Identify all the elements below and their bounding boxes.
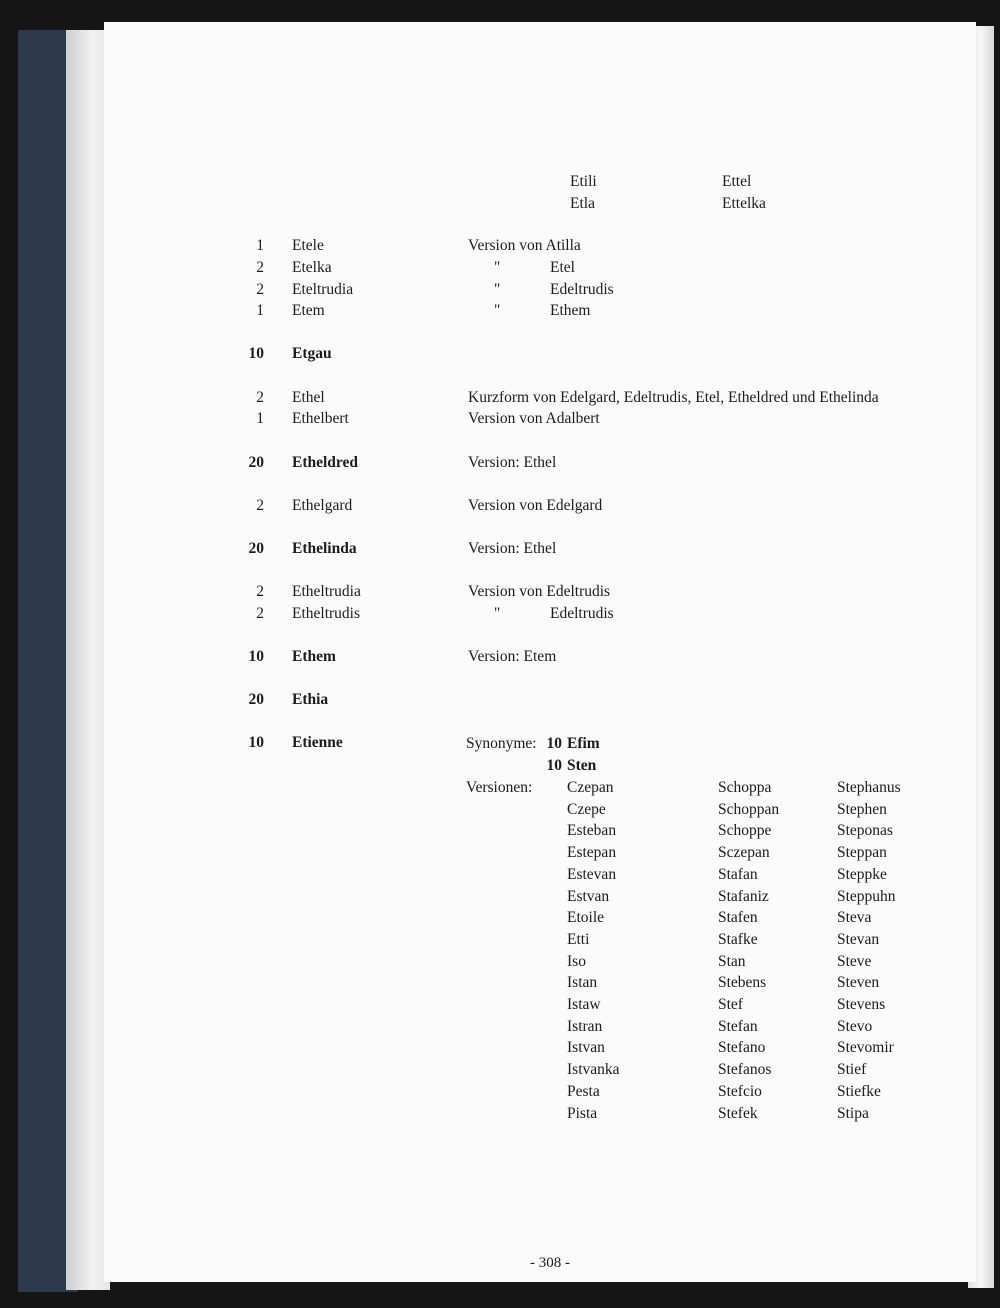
entry-score: 2: [256, 389, 264, 406]
entry-description: Version: Ethel: [468, 540, 557, 557]
version-name: Stief: [837, 1061, 867, 1079]
version-name: Stefek: [718, 1104, 758, 1122]
entry-description: Version von Edelgard: [468, 497, 603, 514]
entry-description: Version: Ethel: [468, 454, 557, 471]
entry-description: Version: Etem: [468, 648, 557, 665]
version-name: Estvan: [567, 887, 610, 905]
version-name: Steppke: [837, 865, 887, 883]
version-name: Stevo: [837, 1017, 873, 1035]
version-name: Steppuhn: [837, 887, 896, 905]
version-name: Stiefke: [837, 1082, 881, 1100]
version-name: Estepan: [567, 844, 617, 862]
entry-score: 10: [248, 345, 264, 362]
entry-score: 2: [256, 281, 264, 298]
version-name: Stafke: [718, 930, 758, 948]
entry-score: 10: [248, 648, 264, 665]
version-name: Czepe: [567, 800, 606, 818]
version-name: Istan: [567, 974, 598, 992]
version-name: Sczepan: [718, 844, 770, 862]
cont-col4-item: Ettelka: [722, 195, 766, 212]
version-name: Stevens: [837, 996, 886, 1013]
cont-col3-item: Etili: [570, 173, 597, 190]
synonym-score: 10: [546, 757, 562, 774]
entry-score: 20: [248, 540, 264, 557]
entry-description: ": [494, 605, 501, 622]
version-name: Stef: [718, 996, 743, 1013]
entry-description-name: Edeltrudis: [550, 281, 614, 298]
entry-description: Version von Atilla: [468, 237, 581, 254]
entry-name: Ethem: [292, 648, 336, 665]
version-name: Stefan: [718, 1017, 758, 1035]
entry-score: 10: [248, 734, 264, 751]
entry-score: 1: [256, 302, 264, 319]
entry-score: 2: [256, 605, 264, 622]
entry-description-name: Ethem: [550, 302, 591, 319]
version-name: Iso: [567, 952, 586, 970]
version-name: Stephen: [837, 800, 887, 818]
version-name: Etoile: [567, 909, 605, 927]
entry-description: ": [494, 281, 501, 298]
entry-description: Version von Edeltrudis: [468, 583, 611, 600]
version-name: Estevan: [567, 865, 617, 883]
entry-name: Etheldred: [292, 454, 359, 471]
version-name: Steva: [837, 909, 872, 927]
page-number: - 308 -: [530, 1255, 570, 1271]
version-name: Esteban: [567, 822, 617, 840]
version-name: Schoppan: [718, 800, 780, 818]
entry-score: 20: [248, 691, 264, 708]
version-name: Stefanos: [718, 1061, 772, 1079]
version-name: Istaw: [567, 996, 601, 1013]
version-name: Steponas: [837, 822, 893, 840]
entry-name: Etgau: [292, 345, 332, 362]
version-name: Stipa: [837, 1104, 869, 1122]
cont-col3-item: Etla: [570, 195, 595, 212]
version-name: Istran: [567, 1017, 603, 1035]
entry-name: Ethia: [292, 691, 329, 708]
entry-name: Ethelgard: [292, 497, 353, 514]
entry-description: ": [494, 302, 501, 319]
entry-description-name: Etel: [550, 259, 575, 276]
entry-name: Ethelbert: [292, 410, 349, 427]
entry-name: Eteltrudia: [292, 281, 354, 298]
entry-name: Etem: [292, 302, 325, 319]
entry-score: 20: [248, 454, 264, 471]
entry-name: Ethel: [292, 389, 325, 406]
entry-score: 2: [256, 497, 264, 514]
version-name: Stan: [718, 952, 746, 970]
entry-name: Ethelinda: [292, 540, 357, 557]
entry-name: Etheltrudis: [292, 605, 361, 622]
synonym-name: Sten: [567, 757, 597, 774]
entry-name: Etienne: [292, 734, 343, 751]
version-name: Stebens: [718, 974, 767, 992]
version-name: Istvanka: [567, 1061, 620, 1079]
entry-score: 2: [256, 583, 264, 600]
version-name: Istvan: [567, 1039, 605, 1057]
synonym-name: Efim: [567, 735, 600, 752]
entry-description: Kurzform von Edelgard, Edeltrudis, Etel, Etheldred und Ethelinda: [468, 389, 879, 406]
entry-score: 1: [256, 410, 264, 427]
version-name: Stafan: [718, 865, 758, 883]
entry-score: 1: [256, 237, 264, 254]
entry-name: Etelka: [292, 259, 332, 276]
version-name: Stevan: [837, 930, 880, 948]
version-name: Stafen: [718, 909, 758, 927]
version-name: Stafaniz: [718, 887, 769, 905]
version-name: Pesta: [567, 1082, 600, 1100]
version-name: Pista: [567, 1104, 598, 1122]
version-name: Stefcio: [718, 1082, 762, 1100]
version-name: Stevomir: [837, 1039, 894, 1057]
entry-description: Version von Adalbert: [468, 410, 600, 427]
version-name: Steve: [837, 952, 872, 970]
version-name: Steppan: [837, 844, 887, 862]
version-name: Etti: [567, 930, 590, 948]
entry-description: ": [494, 259, 501, 276]
version-name: Steven: [837, 974, 880, 992]
synonym-score: 10: [546, 735, 562, 752]
entry-name: Etheltrudia: [292, 583, 361, 600]
version-name: Schoppa: [718, 779, 772, 796]
version-name: Stephanus: [837, 779, 901, 796]
entry-score: 2: [256, 259, 264, 276]
entry-name: Etele: [292, 237, 324, 254]
version-name: Czepan: [567, 779, 614, 796]
versionen-label: Versionen:: [466, 779, 533, 796]
version-name: Stefano: [718, 1039, 766, 1057]
cont-col4-item: Ettel: [722, 173, 752, 190]
entry-description-name: Edeltrudis: [550, 605, 614, 622]
synonyme-label: Synonyme:: [466, 735, 537, 752]
version-name: Schoppe: [718, 822, 772, 840]
